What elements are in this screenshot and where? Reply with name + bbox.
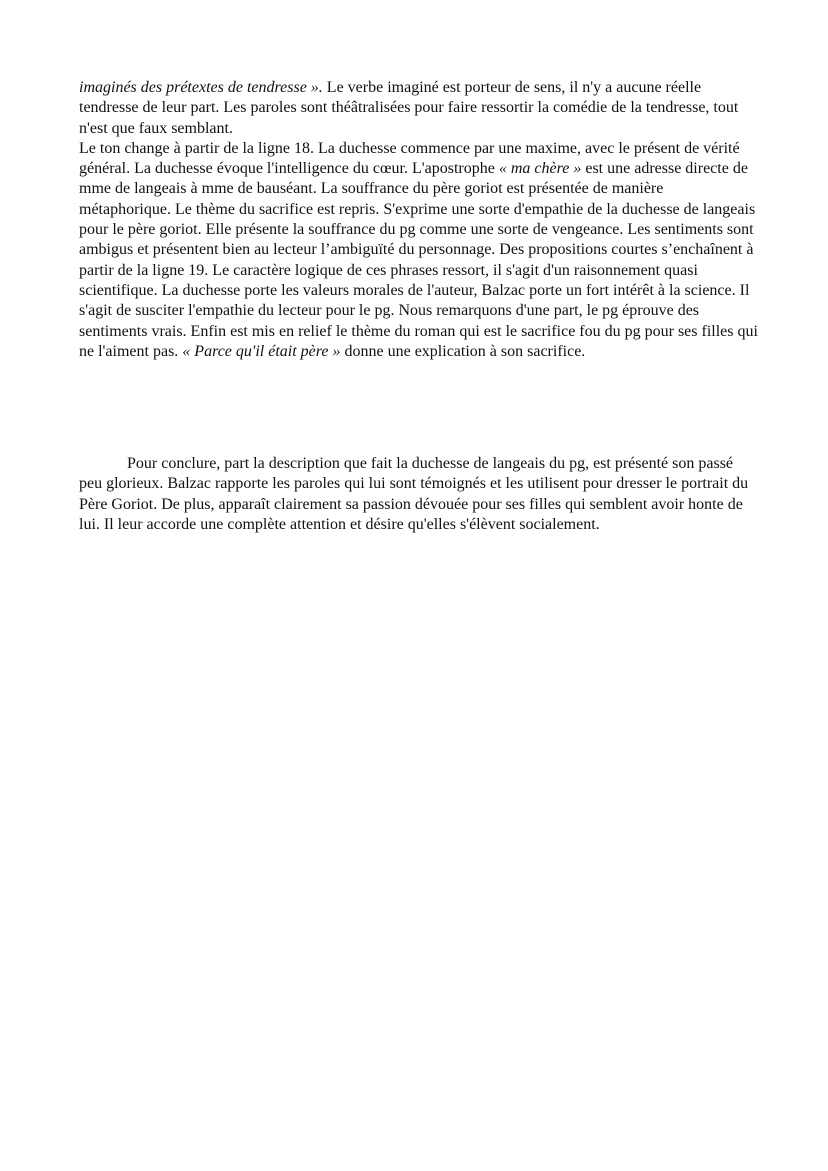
quote-ma-chere: « ma chère » (498, 160, 582, 178)
paragraph-tendresse-text: Le verbe imaginé est porteur de sens, il n'y a aucune réelle tendresse de leur part. Les paroles sont théâtralisées pour faire ressortir la comédie de la tendresse, tout n'est que faux semblant. (79, 79, 739, 137)
analysis-body (79, 78, 759, 362)
conclusion-section (79, 454, 759, 535)
quote-pretextes: imaginés des prétextes de tendresse ». (79, 79, 323, 96)
quote-parce-qu-il-etait-pere: « Parce qu'il était père » (182, 342, 341, 360)
paragraph-tendresse (79, 78, 759, 139)
conclusion-paragraph: Pour conclure, part la description que fait la duchesse de langeais du pg, est présenté son passé peu glorieux. Balzac rapporte les paroles qui lui sont témoignés et les utilisent pour dresser le portrait du Père Goriot. De plus, apparaît clairement sa passion dévouée pour ses filles qui semblent avoir honte de lui. Il leur accorde une complète attention et désire qu'elles s'élèvent socialement. (79, 455, 749, 533)
paragraph-ton-change-text-c: donne une explication à son sacrifice. (340, 342, 586, 360)
paragraph-ton-change (79, 139, 759, 362)
paragraph-ton-change-text-a: Le ton change à partir de la ligne 18. La duchesse commence par une maxime, avec le présent de vérité général. La duchesse évoque l'intelligence du cœur. L'apostrophe (79, 139, 740, 178)
paragraph-ton-change-text-b: est une adresse directe de mme de langeais à mme de bauséant. La souffrance du père goriot est présentée de manière métaphorique. Le thème du sacrifice est repris. S'exprime une sorte d'empathie de la duchesse de langeais pour le père goriot. Elle présente la souffrance du pg comme une sorte de vengeance. Les sentiments sont ambigus et présentent bien au lecteur l’ambiguïté du personnage. Des propositions courtes s’enchaînent à partir de la ligne 19. Le caractère logique de ces phrases ressort, il s'agit d'un raisonnement quasi scientifique. La duchesse porte les valeurs morales de l'auteur, Balzac porte un fort intérêt à la science. Il s'agit de susciter l'empathie du lecteur pour le pg. Nous remarquons d'une part, le pg éprouve des sentiments vrais. Enfin est mis en relief le thème du roman qui est le sacrifice fou du pg pour ses filles qui ne l'aiment pas. (79, 160, 758, 360)
